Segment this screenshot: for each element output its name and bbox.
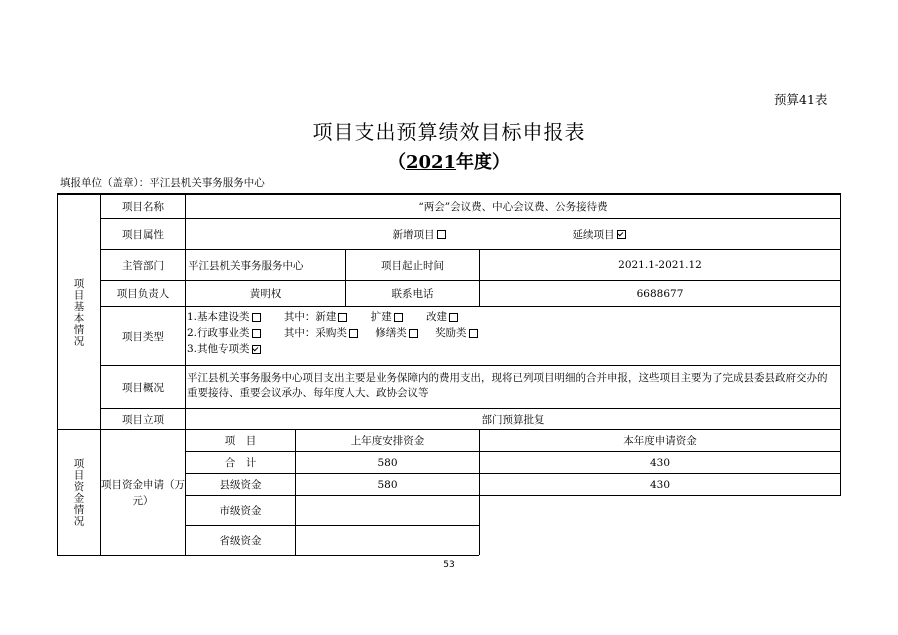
form-number: 预算41表 (774, 92, 828, 107)
type-reward: 奖励类 (435, 327, 467, 339)
checkbox-new-project[interactable] (437, 230, 446, 239)
funds-row-last (296, 496, 479, 525)
section-basic-info: 项目基本情况 (72, 277, 85, 347)
checkbox-continued-project[interactable] (617, 230, 626, 239)
section-fund-info: 项目资金情况 (72, 458, 85, 527)
type-purchase: 其中：采购类 (283, 327, 347, 339)
funds-row-last: 580 (377, 456, 398, 469)
checkbox-purchase[interactable] (349, 329, 358, 338)
funds-row-this: 430 (649, 456, 671, 469)
type-new-build: 其中：新建 (283, 311, 337, 323)
type-label: 项目类型 (122, 330, 164, 343)
type-expansion: 扩建 (370, 311, 392, 323)
funds-row-name: 合 计 (224, 457, 257, 469)
owner-value: 黄明权 (249, 288, 282, 300)
reporting-unit: 填报单位（盖章）：平江县机关事务服务中心 (60, 177, 265, 189)
checkbox-admin[interactable] (252, 329, 261, 338)
funds-col-last: 上年度安排资金 (350, 435, 425, 447)
type-basic-construction: 1.基本建设类 (187, 311, 250, 323)
overview-label: 项目概况 (122, 381, 164, 394)
funds-row-this: 430 (649, 478, 671, 491)
funds-col-item: 项 目 (224, 435, 257, 447)
checkbox-reward[interactable] (469, 329, 478, 338)
attr-new-label: 新增项目 (392, 228, 435, 241)
project-attr-label: 项目属性 (122, 228, 164, 241)
type-repair: 修缮类 (375, 327, 407, 339)
page-title: 项目支出预算绩效目标申报表 (312, 120, 586, 144)
attr-cont-label: 延续项目 (572, 228, 615, 241)
type-line-2 (187, 325, 480, 341)
phone-value: 6688677 (636, 287, 684, 300)
funds-row-last: 580 (377, 478, 398, 491)
dept-value: 平江县机关事务服务中心 (188, 259, 304, 272)
checkbox-rebuild[interactable] (449, 313, 458, 322)
type-line-1 (187, 309, 480, 325)
time-label: 项目起止时间 (381, 259, 444, 272)
funds-row-name: 市级资金 (219, 505, 262, 517)
approval-value: 部门预算批复 (481, 413, 545, 426)
type-options (187, 309, 480, 357)
checkbox-repair[interactable] (409, 329, 418, 338)
funds-row-last (296, 526, 479, 555)
checkbox-basic-construction[interactable] (252, 313, 261, 322)
overview-value: 平江县机关事务服务中心项目支出主要是业务保障内的费用支出，现将已列项目明细的合并申报，这些项目主要为了完成县委县政府交办的重要接待、重要会议承办、每年度人大、政协会议等 (187, 372, 828, 399)
year-number: 2021 (405, 152, 457, 173)
approval-label: 项目立项 (122, 413, 164, 426)
type-rebuild: 改建 (426, 311, 448, 323)
year-suffix: 年度） (456, 152, 511, 173)
type-admin: 2.行政事业类 (187, 327, 250, 339)
year-heading (0, 148, 898, 174)
phone-label: 联系电话 (391, 288, 434, 300)
type-line-3 (187, 341, 480, 357)
attr-new (360, 219, 480, 249)
checkbox-expansion[interactable] (394, 313, 403, 322)
attr-continue (540, 219, 660, 249)
year-open: （ (387, 152, 406, 173)
page-number: 53 (443, 560, 455, 570)
funds-row-name: 县级资金 (219, 479, 262, 491)
time-value: 2021.1-2021.12 (618, 259, 702, 271)
project-name-value: “两会”会议费、中心会议费、公务接待费 (418, 201, 608, 213)
checkbox-new-build[interactable] (338, 313, 347, 322)
funds-col-this: 本年度申请资金 (623, 435, 697, 447)
project-name-label: 项目名称 (122, 201, 164, 213)
funds-row-name: 省级资金 (219, 535, 262, 547)
owner-label: 项目负责人 (116, 288, 170, 300)
checkbox-other[interactable] (252, 345, 261, 354)
funds-label: 项目资金申请（万元） (101, 478, 185, 507)
dept-label: 主管部门 (122, 259, 164, 272)
type-other: 3.其他专项类 (187, 343, 250, 355)
